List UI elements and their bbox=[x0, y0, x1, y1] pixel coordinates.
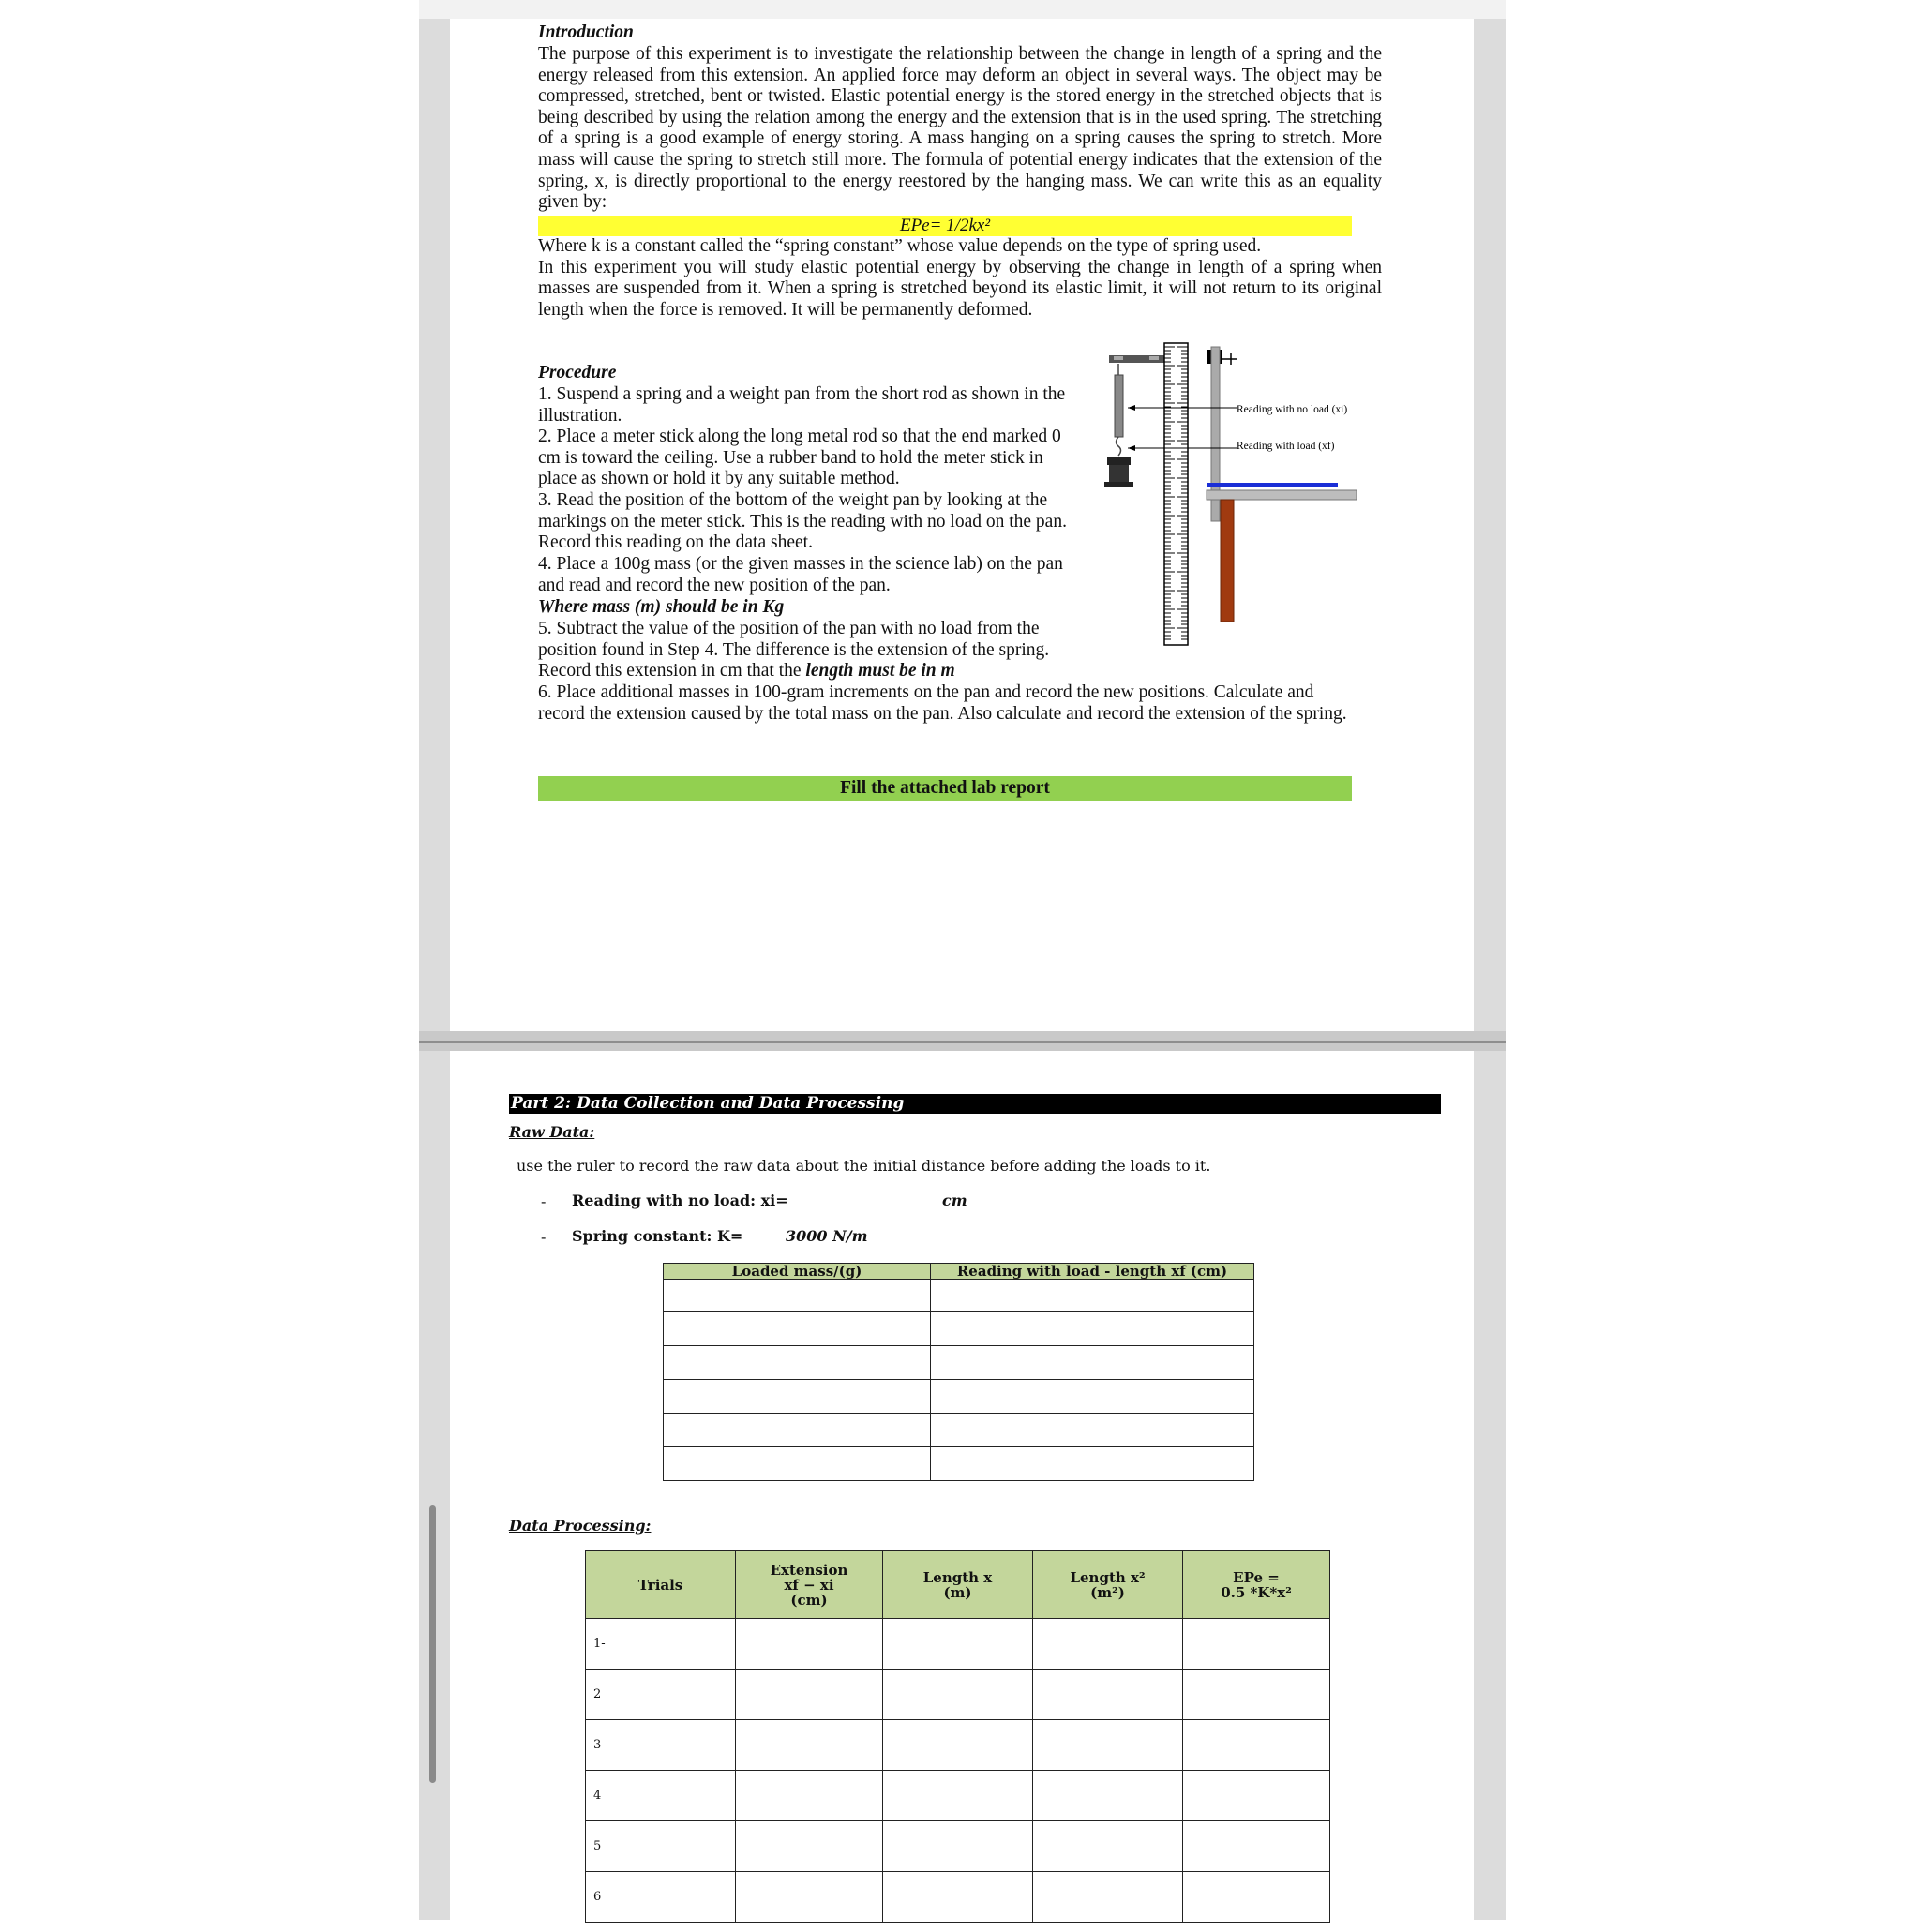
proc-cell[interactable] bbox=[1183, 1720, 1330, 1771]
procedure-step-5-text: 5. Subtract the value of the position of the pan with no load from the position found in Step 4. The difference is the extension of the spring. Record this extension in cm that the bbox=[538, 619, 1050, 681]
spring-constant-value: 3000 N/m bbox=[786, 1227, 868, 1245]
data-processing-heading: Data Processing: bbox=[509, 1517, 652, 1535]
raw-cell[interactable] bbox=[931, 1414, 1254, 1447]
proc-cell[interactable] bbox=[883, 1821, 1033, 1872]
reading-no-load-label: Reading with no load: xi= bbox=[572, 1191, 788, 1209]
data-processing-table bbox=[585, 1550, 1330, 1923]
scrollbar-thumb[interactable] bbox=[429, 1505, 436, 1783]
raw-instruction: use the ruler to record the raw data about the initial distance before adding the loads to it. bbox=[517, 1157, 1211, 1175]
proc-cell[interactable] bbox=[1183, 1872, 1330, 1923]
proc-cell[interactable] bbox=[1033, 1872, 1183, 1923]
formula-text: EPe= 1/2kx² bbox=[899, 216, 991, 235]
wood-post bbox=[1221, 500, 1234, 622]
viewer-top-strip bbox=[419, 0, 1506, 19]
raw-header-reading: Reading with load - length xf (cm) bbox=[931, 1264, 1254, 1280]
intro-heading: Introduction bbox=[538, 22, 634, 42]
proc-cell[interactable] bbox=[883, 1619, 1033, 1670]
proc-cell[interactable] bbox=[1033, 1771, 1183, 1821]
proc-cell[interactable] bbox=[1033, 1619, 1183, 1670]
proc-cell[interactable] bbox=[1183, 1771, 1330, 1821]
raw-cell[interactable] bbox=[664, 1312, 931, 1346]
spring-constant-label: Spring constant: K= bbox=[572, 1227, 743, 1245]
part-title: Part 2: Data Collection and Data Processing bbox=[511, 1094, 905, 1113]
raw-cell[interactable] bbox=[664, 1346, 931, 1380]
proc-cell[interactable] bbox=[1183, 1821, 1330, 1872]
raw-cell[interactable] bbox=[664, 1280, 931, 1312]
spring-constant-text: Where k is a constant called the “spring constant” whose value depends on the type of spring used. bbox=[538, 236, 1262, 256]
procedure-heading: Procedure bbox=[538, 363, 617, 382]
proc-cell[interactable] bbox=[1183, 1670, 1330, 1720]
base-platform bbox=[1207, 490, 1357, 500]
proc-cell[interactable] bbox=[883, 1720, 1033, 1771]
trial-label: 4 bbox=[586, 1771, 736, 1821]
fill-banner-text: Fill the attached lab report bbox=[840, 778, 1050, 798]
raw-cell[interactable] bbox=[664, 1414, 931, 1447]
proc-cell[interactable] bbox=[736, 1771, 883, 1821]
raw-data-heading: Raw Data: bbox=[509, 1123, 595, 1141]
trial-label: 5 bbox=[586, 1821, 736, 1872]
label-no-load: Reading with no load (xi) bbox=[1237, 404, 1348, 415]
label-load: Reading with load (xf) bbox=[1237, 441, 1335, 452]
proc-cell[interactable] bbox=[1183, 1619, 1330, 1670]
proc-cell[interactable] bbox=[736, 1821, 883, 1872]
proc-header-length-squared: Length x² (m²) bbox=[1033, 1551, 1183, 1619]
procedure-step-1: 1. Suspend a spring and a weight pan from the short rod as shown in the illustration. bbox=[538, 384, 1066, 426]
procedure-step-5 bbox=[538, 619, 1082, 682]
raw-cell[interactable] bbox=[931, 1447, 1254, 1481]
proc-header-epe: EPe = 0.5 *K*x² bbox=[1183, 1551, 1330, 1619]
spring-apparatus-illustration bbox=[1102, 337, 1383, 651]
proc-cell[interactable] bbox=[736, 1872, 883, 1923]
experiment-paragraph: In this experiment you will study elastic potential energy by observing the change in length of a spring when masses are suspended from it. When a spring is stretched beyond its elastic limit, it will not return to its original length when the force is removed. It will be permanently deformed. bbox=[538, 257, 1382, 320]
proc-header-length: Length x (m) bbox=[883, 1551, 1033, 1619]
bullet-dash-2: - bbox=[541, 1228, 547, 1246]
procedure-step-3: 3. Read the position of the bottom of the weight pan by looking at the markings on the meter stick. This is the reading with no load on the pan. Record this reading on the data sheet. bbox=[538, 490, 1067, 553]
proc-cell[interactable] bbox=[1033, 1720, 1183, 1771]
weight-pan bbox=[1107, 457, 1131, 465]
raw-data-table bbox=[663, 1263, 1254, 1481]
procedure-step-2: 2. Place a meter stick along the long metal rod so that the end marked 0 cm is toward the ceiling. Use a rubber band to hold the meter stick in place as shown or hold it by any suitable method. bbox=[538, 427, 1061, 489]
proc-cell[interactable] bbox=[736, 1670, 883, 1720]
mass-note: Where mass (m) should be in Kg bbox=[538, 597, 785, 617]
proc-cell[interactable] bbox=[883, 1771, 1033, 1821]
trial-label: 6 bbox=[586, 1872, 736, 1923]
proc-header-extension: Extension xf − xi (cm) bbox=[736, 1551, 883, 1619]
spring bbox=[1115, 375, 1123, 437]
raw-cell[interactable] bbox=[931, 1280, 1254, 1312]
blue-strip bbox=[1207, 483, 1338, 487]
proc-cell[interactable] bbox=[883, 1670, 1033, 1720]
proc-cell[interactable] bbox=[1033, 1821, 1183, 1872]
trial-label: 3 bbox=[586, 1720, 736, 1771]
bullet-dash-1: - bbox=[541, 1192, 547, 1210]
raw-cell[interactable] bbox=[664, 1447, 931, 1481]
raw-cell[interactable] bbox=[931, 1312, 1254, 1346]
procedure-step-4: 4. Place a 100g mass (or the given masses in the science lab) on the pan and read and record the new position of the pan. bbox=[538, 554, 1063, 595]
page-divider bbox=[419, 1041, 1506, 1043]
reading-no-load-unit: cm bbox=[942, 1191, 968, 1209]
proc-cell[interactable] bbox=[883, 1872, 1033, 1923]
intro-paragraph: The purpose of this experiment is to investigate the relationship between the change in length of a spring and the energy released from this extension. An applied force may deform an object in several ways. The object may be compressed, stretched, bent or twisted. Elastic potential energy is the stored energy in the stretched objects that is being described by using the relation among the energy and the extension that is in the used spring. The stretching of a spring is a good example of energy storing. A mass hanging on a spring causes the spring to stretch. More mass will cause the spring to stretch still more. The formula of potential energy indicates that the extension of the spring, x, is directly proportional to the energy reestored by the hanging mass. We can write this as an equality given by: bbox=[538, 44, 1382, 213]
procedure-step-6: 6. Place additional masses in 100-gram increments on the pan and record the new positions. Calculate and record the extension caused by the total mass on the pan. Also calculate and record the extension of the spring. bbox=[538, 682, 1347, 724]
raw-cell[interactable] bbox=[931, 1380, 1254, 1414]
procedure-step-5-emphasis: length must be in m bbox=[805, 661, 955, 681]
trial-label: 1- bbox=[586, 1619, 736, 1670]
proc-cell[interactable] bbox=[736, 1720, 883, 1771]
part-title-bar bbox=[509, 1094, 1441, 1114]
raw-cell[interactable] bbox=[664, 1380, 931, 1414]
raw-cell[interactable] bbox=[931, 1346, 1254, 1380]
mass-block bbox=[1109, 465, 1129, 482]
proc-header-trials: Trials bbox=[586, 1551, 736, 1619]
raw-header-mass: Loaded mass/(g) bbox=[664, 1264, 931, 1280]
trial-label: 2 bbox=[586, 1670, 736, 1720]
proc-cell[interactable] bbox=[736, 1619, 883, 1670]
proc-cell[interactable] bbox=[1033, 1670, 1183, 1720]
